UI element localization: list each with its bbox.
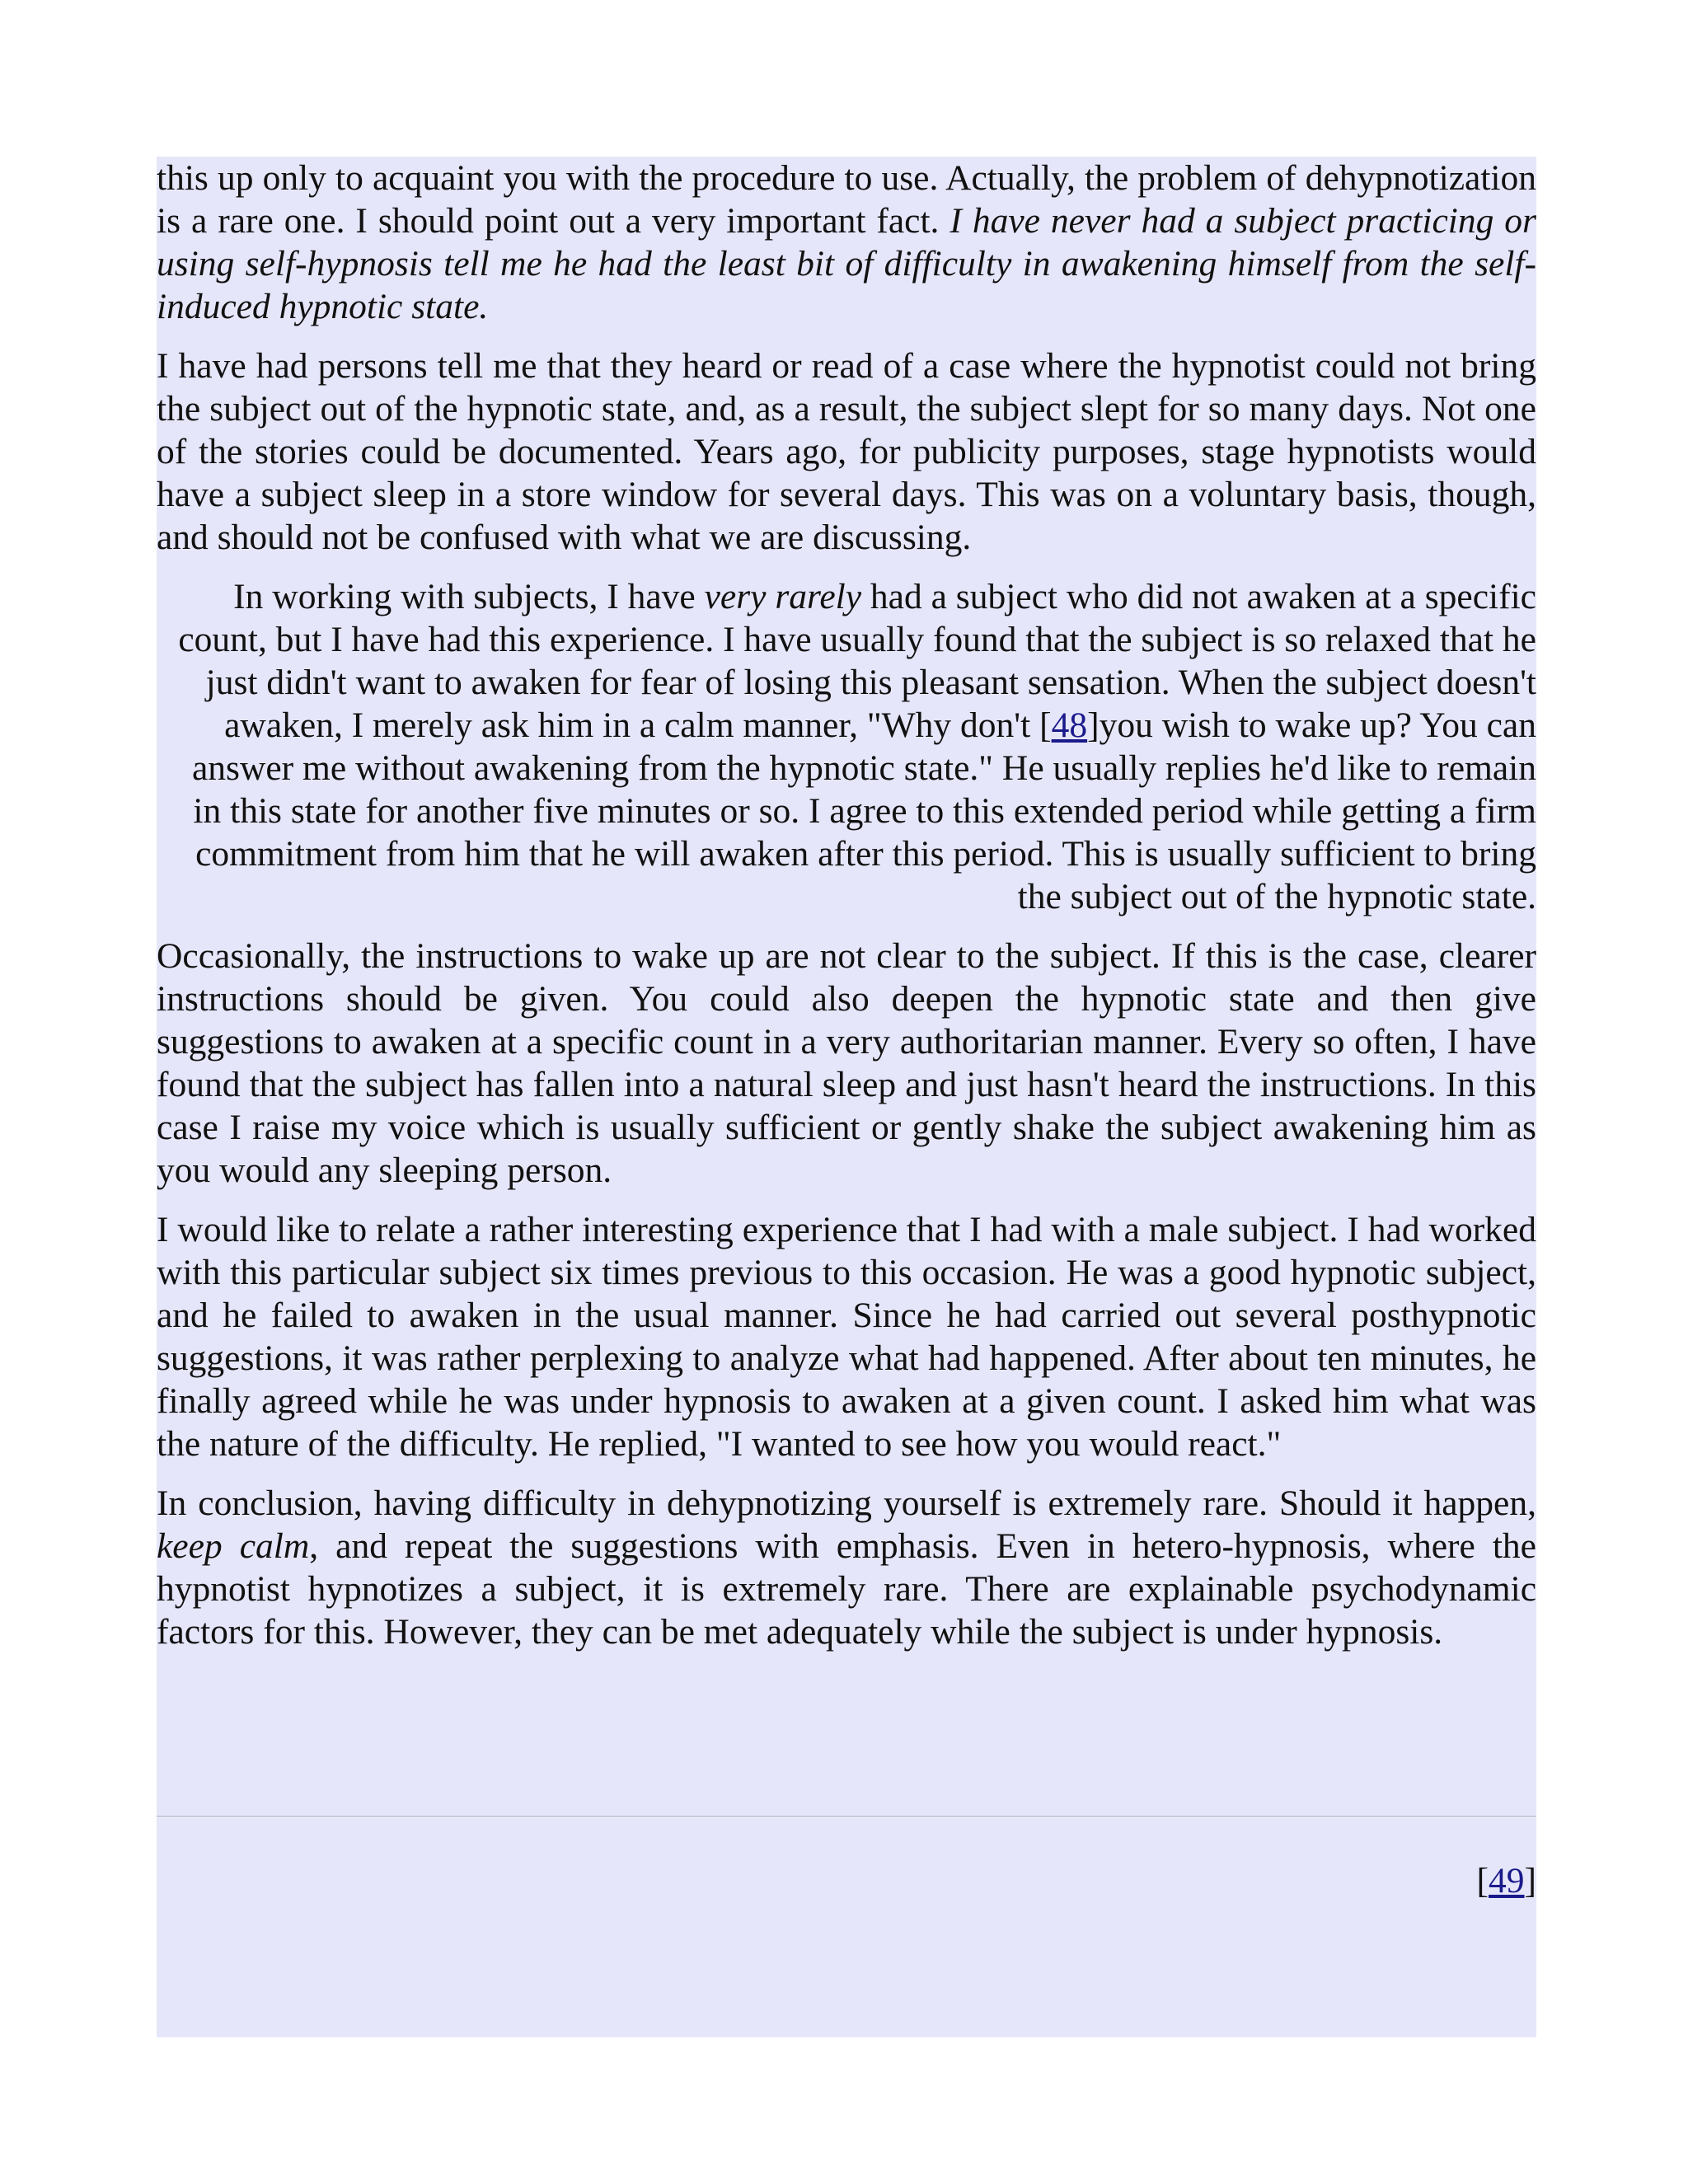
paragraph-6-text-end: , and repeat the suggestions with emphasis. Even in hetero-hypnosis, where the hypnotist hypnotizes a subject, it is extremely rare. There are explainable psychodynamic factors for this. However, they can be met adequately while the subject is under hypnosis.	[157, 1526, 1536, 1652]
paragraph-3-italic-text: very rarely	[704, 577, 862, 616]
paragraph-1-italic-text: I have never had a subject practicing or using self-hypnosis tell me he had the least bit of difficulty in awakening himself from the self-induced hypnotic state.	[157, 201, 1536, 326]
paragraph-6-text-start: In conclusion, having difficulty in dehypnotizing yourself is extremely rare. Should it happen,	[157, 1483, 1536, 1523]
paragraph-4: Occasionally, the instructions to wake up are not clear to the subject. If this is the case, clearer instructions should be given. You could also deepen the hypnotic state and then give suggestions to awaken at a specific count in a very authoritarian manner. Every so often, I have found that the subject has fallen into a natural sleep and just hasn't heard the instructions. In this case I raise my voice which is usually sufficient or gently shake the subject awakening him as you would any sleeping person.	[157, 936, 1536, 1190]
book-text-body	[157, 157, 1536, 1670]
paragraph-6	[157, 1482, 1536, 1653]
page-number	[157, 1859, 1536, 1902]
paragraph-3-text-middle: had a subject who did not awaken at a specific count, but I have had this experience. I have usually found that the subject is so relaxed that he just didn't want to awaken for fear of losing this pleasant sensation. When the subject doesn't awaken, I merely ask him in a calm manner, "Why don't [	[178, 577, 1536, 745]
horizontal-divider	[157, 1816, 1536, 1818]
paragraph-2: I have had persons tell me that they heard or read of a case where the hypnotist could not bring the subject out of the hypnotic state, and, as a result, the subject slept for so many days. Not one of the stories could be documented. Years ago, for publicity purposes, stage hypnotists would have a subject sleep in a store window for several days. This was on a voluntary basis, though, and should not be confused with what we are discussing.	[157, 346, 1536, 557]
paragraph-3	[157, 575, 1536, 918]
paragraph-1	[157, 157, 1536, 328]
paragraph-6-italic-text: keep calm	[157, 1526, 310, 1566]
paragraph-3-text-end: ]you wish to wake up? You can answer me without awakening from the hypnotic state." He usually replies he'd like to remain in this state for another five minutes or so. I agree to this extended period while getting a firm commitment from him that he will awaken after this period. This is usually sufficient to bring the subject out of the hypnotic state.	[191, 705, 1536, 916]
paragraph-5: I would like to relate a rather interesting experience that I had with a male subject. I had worked with this particular subject six times previous to this occasion. He was a good hypnotic subject, and he failed to awaken in the usual manner. Since he had carried out several posthypnotic suggestions, it was rather perplexing to analyze what had happened. After about ten minutes, he finally agreed while he was under hypnosis to awaken at a given count. I asked him what was the nature of the difficulty. He replied, "I wanted to see how you would react."	[157, 1210, 1536, 1464]
paragraph-1-text: this up only to acquaint you with the procedure to use. Actually, the problem of dehypnotization is a rare one. I should point out a very important fact.	[157, 158, 1536, 241]
page-number-open-bracket: [	[1476, 1861, 1489, 1900]
page-number-close-bracket: ]	[1524, 1861, 1536, 1900]
paragraph-3-text-start: In working with subjects, I have	[233, 577, 705, 616]
page-49-link[interactable]: 49	[1489, 1861, 1525, 1900]
page-48-link[interactable]: 48	[1051, 705, 1088, 745]
